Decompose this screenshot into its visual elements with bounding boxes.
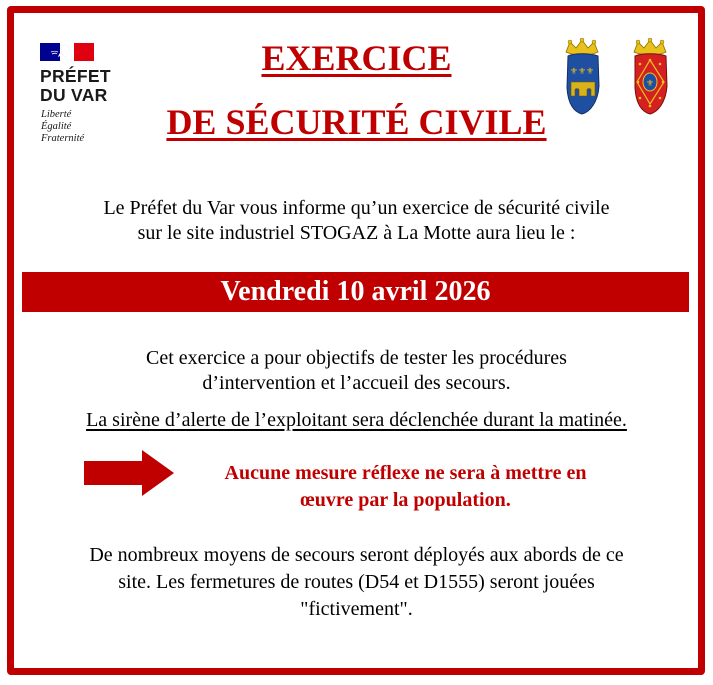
intro-paragraph: Le Préfet du Var vous informe qu’un exercice de sécurité civile sur le site industriel STOGAZ à La Motte aura lieu le :	[103, 197, 610, 244]
red-crest-icon	[634, 38, 667, 114]
date-banner: Vendredi 10 avril 2026	[22, 272, 689, 312]
blue-crest-icon	[566, 38, 599, 114]
siren-notice: La sirène d’alerte de l’exploitant sera déclenchée durant la matinée.	[86, 409, 627, 431]
right-arrow-icon	[84, 450, 174, 496]
municipal-crests	[560, 38, 685, 118]
svg-text:⚜: ⚜	[645, 79, 655, 89]
title-line-1: EXERCICE	[261, 38, 452, 78]
prefet-name: PRÉFET DU VAR	[40, 66, 111, 105]
title-line-2: DE SÉCURITÉ CIVILE	[166, 102, 547, 142]
warning-message: Aucune mesure réflexe ne sera à mettre en œuvre par la population.	[224, 462, 587, 511]
svg-text:⚜⚜⚜: ⚜⚜⚜	[569, 67, 595, 77]
republic-motto: Liberté Égalité Fraternité	[41, 109, 85, 144]
closing-paragraph: De nombreux moyens de secours seront déployés aux abords de ce site. Les fermetures de routes (D54 et D1555) seront jouées "fictivement".	[89, 544, 624, 620]
objectives-paragraph: Cet exercice a pour objectifs de tester les procédures d’intervention et l’accueil des secours.	[146, 347, 567, 394]
